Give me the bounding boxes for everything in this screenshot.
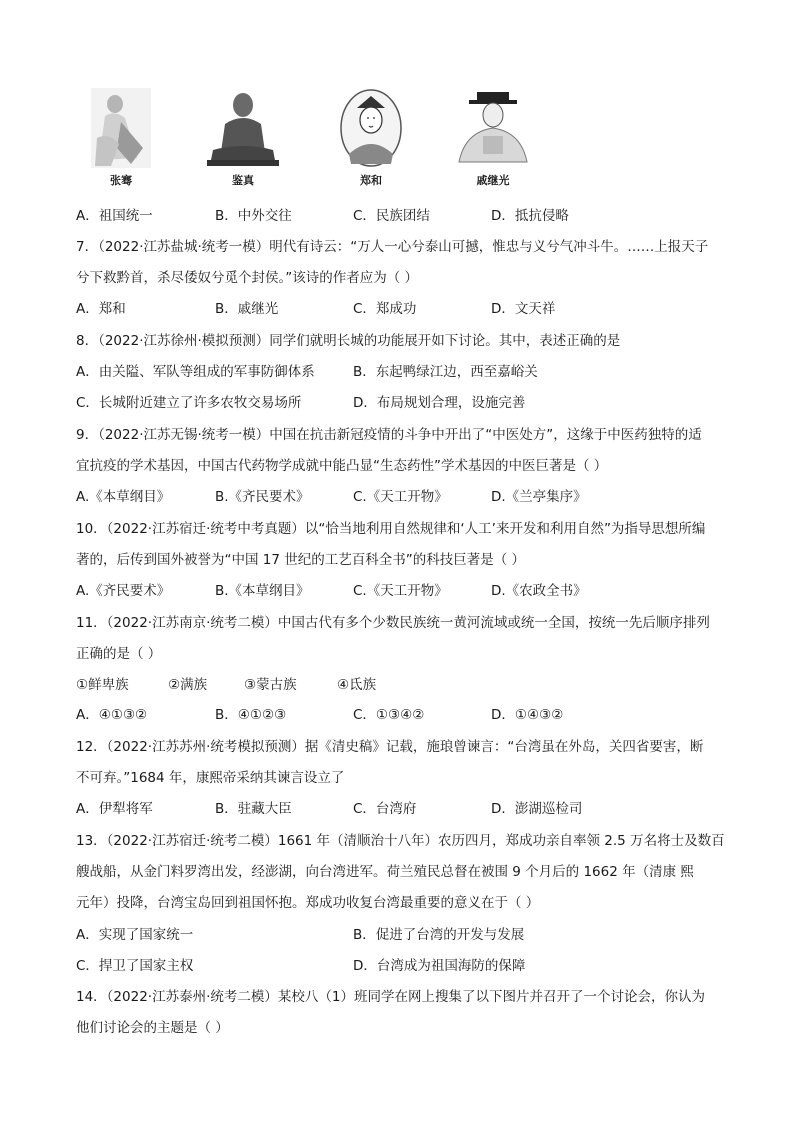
q6-option-c: C．民族团结 <box>353 208 430 224</box>
q10-option-d: D.《农政全书》 <box>491 583 587 599</box>
q11-item-4: ④氐族 <box>337 677 377 693</box>
figure-jianzhen <box>198 88 288 188</box>
q8-option-c: C．长城附近建立了许多农牧交易场所 <box>76 395 302 411</box>
portrait-zheng-he-icon <box>339 88 403 168</box>
q12-option-d: D．澎湖巡检司 <box>491 801 583 817</box>
q8-option-a: A．由关隘、军队等组成的军事防御体系 <box>76 364 315 380</box>
statue-jianzhen-icon <box>203 88 283 168</box>
q9-option-c: C.《天工开物》 <box>353 489 448 505</box>
q12-option-a: A．伊犁将军 <box>76 801 153 817</box>
q7-option-b: B．戚继光 <box>215 301 279 317</box>
q11-option-a: A．④①③② <box>76 707 148 723</box>
q14-stem-line-2: 他们讨论会的主题是（ ） <box>76 1020 229 1036</box>
q13-stem-line-3: 元年）投降，台湾宝岛回到祖国怀抱。郑成功收复台湾最重要的意义在于（ ） <box>76 895 540 911</box>
q10-stem-line-1: 10．（2022·江苏宿迁·统考中考真题）以“恰当地利用自然规律和‘人工’来开发和利用自然”为指导思想所编 <box>76 521 706 537</box>
figure-qi-jiguang <box>448 88 538 188</box>
q10-option-c: C.《天工开物》 <box>353 583 448 599</box>
q11-option-b: B．④①②③ <box>215 707 287 723</box>
figure-zhang-qian <box>76 88 166 188</box>
q11-option-c: C．①③④② <box>353 707 425 723</box>
q13-option-a: A．实现了国家统一 <box>76 927 194 943</box>
figure-caption: 戚继光 <box>476 174 510 187</box>
q9-stem-line-1: 9．（2022·江苏无锡·统考一模）中国在抗击新冠疫情的斗争中开出了“中医处方”，这缘于中医药独特的适 <box>76 427 702 443</box>
q9-option-a: A.《本草纲目》 <box>76 489 171 505</box>
q9-option-b: B.《齐民要术》 <box>215 489 310 505</box>
q7-option-d: D．文天祥 <box>491 301 556 317</box>
q8-option-d: D．布局规划合理，设施完善 <box>353 395 526 411</box>
q11-stem-line-2: 正确的是（ ） <box>76 646 162 662</box>
q10-option-a: A.《齐民要术》 <box>76 583 171 599</box>
q8-option-b: B．东起鸭绿江边，西至嘉峪关 <box>353 364 538 380</box>
figure-caption: 张骞 <box>110 174 132 187</box>
q7-stem-line-1: 7．（2022·江苏盐城·统考一模）明代有诗云：“万人一心兮泰山可撼，惟忠与义兮气冲斗牛。……上报天子 <box>76 239 709 255</box>
q6-option-b: B．中外交往 <box>215 208 292 224</box>
q10-option-b: B.《本草纲目》 <box>215 583 310 599</box>
q11-option-d: D．①④③② <box>491 707 564 723</box>
q6-option-d: D．抵抗侵略 <box>491 208 569 224</box>
figure-caption: 鉴真 <box>232 174 254 187</box>
q7-option-a: A．郑和 <box>76 301 126 317</box>
q9-stem-line-2: 宜抗疫的学术基因，中国古代药物学成就中能凸显“生态药性”学术基因的中医巨著是（ ） <box>76 458 608 474</box>
q14-stem-line-1: 14．（2022·江苏泰州·统考二模）某校八（1）班同学在网上搜集了以下图片并召开了一个讨论会，你认为 <box>76 989 705 1005</box>
q13-option-d: D．台湾成为祖国海防的保障 <box>353 958 526 974</box>
figure-row <box>76 88 536 198</box>
q11-item-3: ③蒙古族 <box>244 677 297 693</box>
figure-zheng-he <box>326 88 416 188</box>
q12-option-c: C．台湾府 <box>353 801 417 817</box>
portrait-qi-jiguang-icon <box>455 88 531 168</box>
q8-stem-line-1: 8．（2022·江苏徐州·模拟预测）同学们就明长城的功能展开如下讨论。其中，表述正确的是 <box>76 333 621 349</box>
q13-option-c: C．捍卫了国家主权 <box>76 958 194 974</box>
q13-option-b: B．促进了台湾的开发与发展 <box>353 927 525 943</box>
figure-caption: 郑和 <box>360 174 382 187</box>
q9-option-d: D.《兰亭集序》 <box>491 489 587 505</box>
q11-stem-line-1: 11．（2022·江苏南京·统考二模）中国古代有多个少数民族统一黄河流域或统一全国，按统一先后顺序排列 <box>76 615 710 631</box>
q12-stem-line-1: 12．（2022·江苏苏州·统考模拟预测）据《清史稿》记载，施琅曾谏言：“台湾虽在外岛，关四省要害，断 <box>76 739 704 755</box>
q6-option-a: A．祖国统一 <box>76 208 153 224</box>
q10-stem-line-2: 著的，后传到国外被誉为“中国 17 世纪的工艺百科全书”的科技巨著是（ ） <box>76 552 526 568</box>
q7-stem-line-2: 兮下救黔首，杀尽倭奴兮觅个封侯。”该诗的作者应为（ ） <box>76 270 419 286</box>
q12-stem-line-2: 不可弃。”1684 年，康熙帝采纳其谏言设立了 <box>76 770 345 786</box>
q13-stem-line-1: 13．（2022·江苏宿迁·统考二模）1661 年（清顺治十八年）农历四月，郑成功亲自率领 2.5 万名将士及数百 <box>76 833 725 849</box>
q11-item-1: ①鲜卑族 <box>76 677 129 693</box>
q7-option-c: C．郑成功 <box>353 301 417 317</box>
portrait-zhang-qian-icon <box>91 88 151 168</box>
q12-option-b: B．驻藏大臣 <box>215 801 292 817</box>
q11-item-2: ②满族 <box>168 677 208 693</box>
q13-stem-line-2: 艘战船，从金门料罗湾出发，经澎湖，向台湾进军。荷兰殖民总督在被围 9 个月后的 1662 年（清康 熙 <box>76 864 694 880</box>
